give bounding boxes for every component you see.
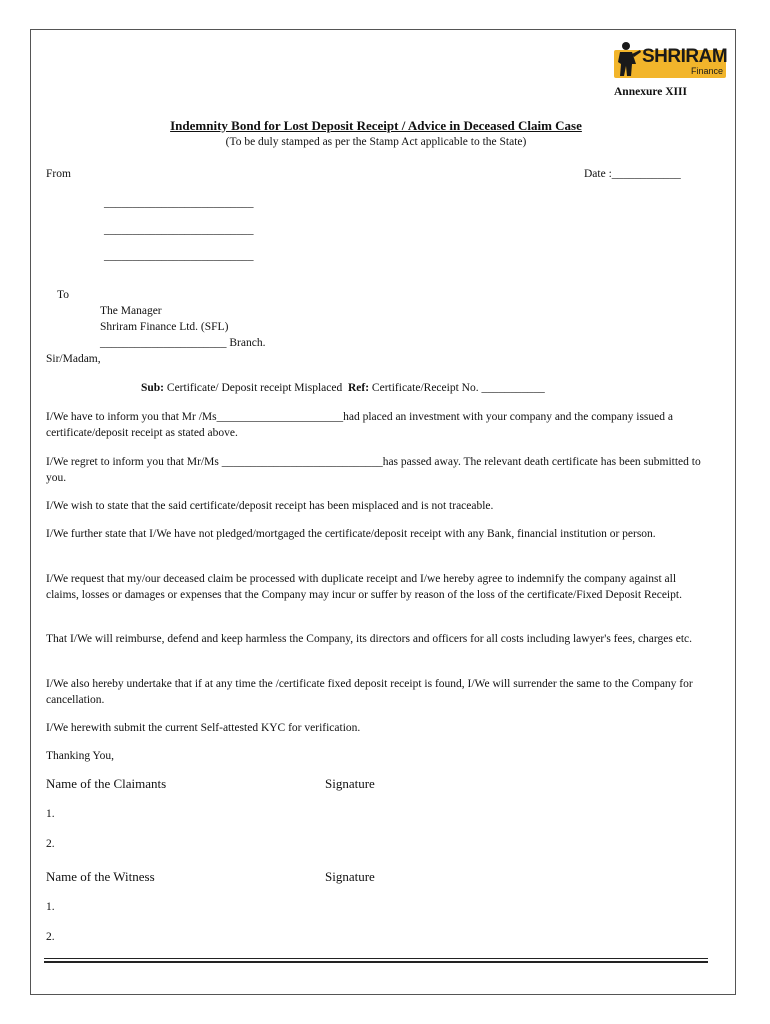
paragraph-1: I/We have to inform you that Mr /Ms______________________had placed an investment with your company and the company issued a certificate/deposit receipt as stated above. <box>46 411 673 439</box>
footer-rule-top <box>44 958 708 959</box>
claimant-item-2: 2. <box>46 838 55 850</box>
date-field: Date :____________ <box>584 168 681 180</box>
paragraph-6: That I/We will reimburse, defend and keep harmless the Company, its directors and officers for all costs including lawyer's fees, charges etc. <box>46 633 693 645</box>
logo-sub-text: Finance <box>690 66 723 76</box>
paragraph-4: I/We further state that I/We have not pledged/mortgaged the certificate/deposit receipt with any Bank, financial institution or person. <box>46 528 656 540</box>
to-line-manager: The Manager <box>100 305 162 317</box>
logo-brand-text: SHRIRAM <box>642 46 728 67</box>
from-address-line-2: __________________________ <box>104 224 254 236</box>
witness-signature-label: Signature <box>325 869 375 884</box>
to-label: To <box>57 289 69 301</box>
from-address-line-1: __________________________ <box>104 197 254 209</box>
document-subtitle: (To be duly stamped as per the Stamp Act applicable to the State) <box>225 136 527 148</box>
paragraph-7: I/We also hereby undertake that if at any time the /certificate fixed deposit receipt is found, I/We will surrender the same to the Company for cancellation. <box>46 678 693 706</box>
footer-rule-bottom <box>44 961 708 963</box>
from-address-line-3: __________________________ <box>104 250 254 262</box>
subject-line <box>141 382 545 394</box>
claimants-signature-label: Signature <box>325 776 375 791</box>
ref-label: Ref: <box>347 382 370 394</box>
salutation: Sir/Madam, <box>46 353 101 365</box>
from-label: From <box>46 168 71 180</box>
shriram-logo <box>614 40 726 80</box>
sub-label: Sub: <box>141 382 165 394</box>
document-title: Indemnity Bond for Lost Deposit Receipt / Advice in Deceased Claim Case <box>170 118 582 133</box>
witness-name-label: Name of the Witness <box>46 869 155 884</box>
annexure-label: Annexure XIII <box>614 86 687 98</box>
sub-text: Certificate/ Deposit receipt Misplaced <box>166 382 343 394</box>
claimants-name-label: Name of the Claimants <box>46 776 167 791</box>
ref-text: Certificate/Receipt No. ___________ <box>371 382 545 394</box>
paragraph-8: I/We herewith submit the current Self-attested KYC for verification. <box>46 722 361 734</box>
witness-item-1: 1. <box>46 901 55 913</box>
paragraph-3: I/We wish to state that the said certificate/deposit receipt has been misplaced and is not traceable. <box>46 500 494 512</box>
paragraph-2: I/We regret to inform you that Mr/Ms ____________________________has passed away. The relevant death certificate has been submitted to you. <box>46 456 701 484</box>
mascot-icon <box>616 40 642 78</box>
paragraph-5: I/We request that my/our deceased claim be processed with duplicate receipt and I/we hereby agree to indemnify the company against all claims, losses or damages or expenses that the Company may incur or suffer by reason of the loss of the certificate/Fixed Deposit Receipt. <box>46 573 682 601</box>
witness-item-2: 2. <box>46 931 55 943</box>
to-line-company: Shriram Finance Ltd. (SFL) <box>100 321 229 333</box>
closing-thanks: Thanking You, <box>46 750 115 762</box>
claimant-item-1: 1. <box>46 808 55 820</box>
to-line-branch: ______________________ Branch. <box>100 337 266 349</box>
